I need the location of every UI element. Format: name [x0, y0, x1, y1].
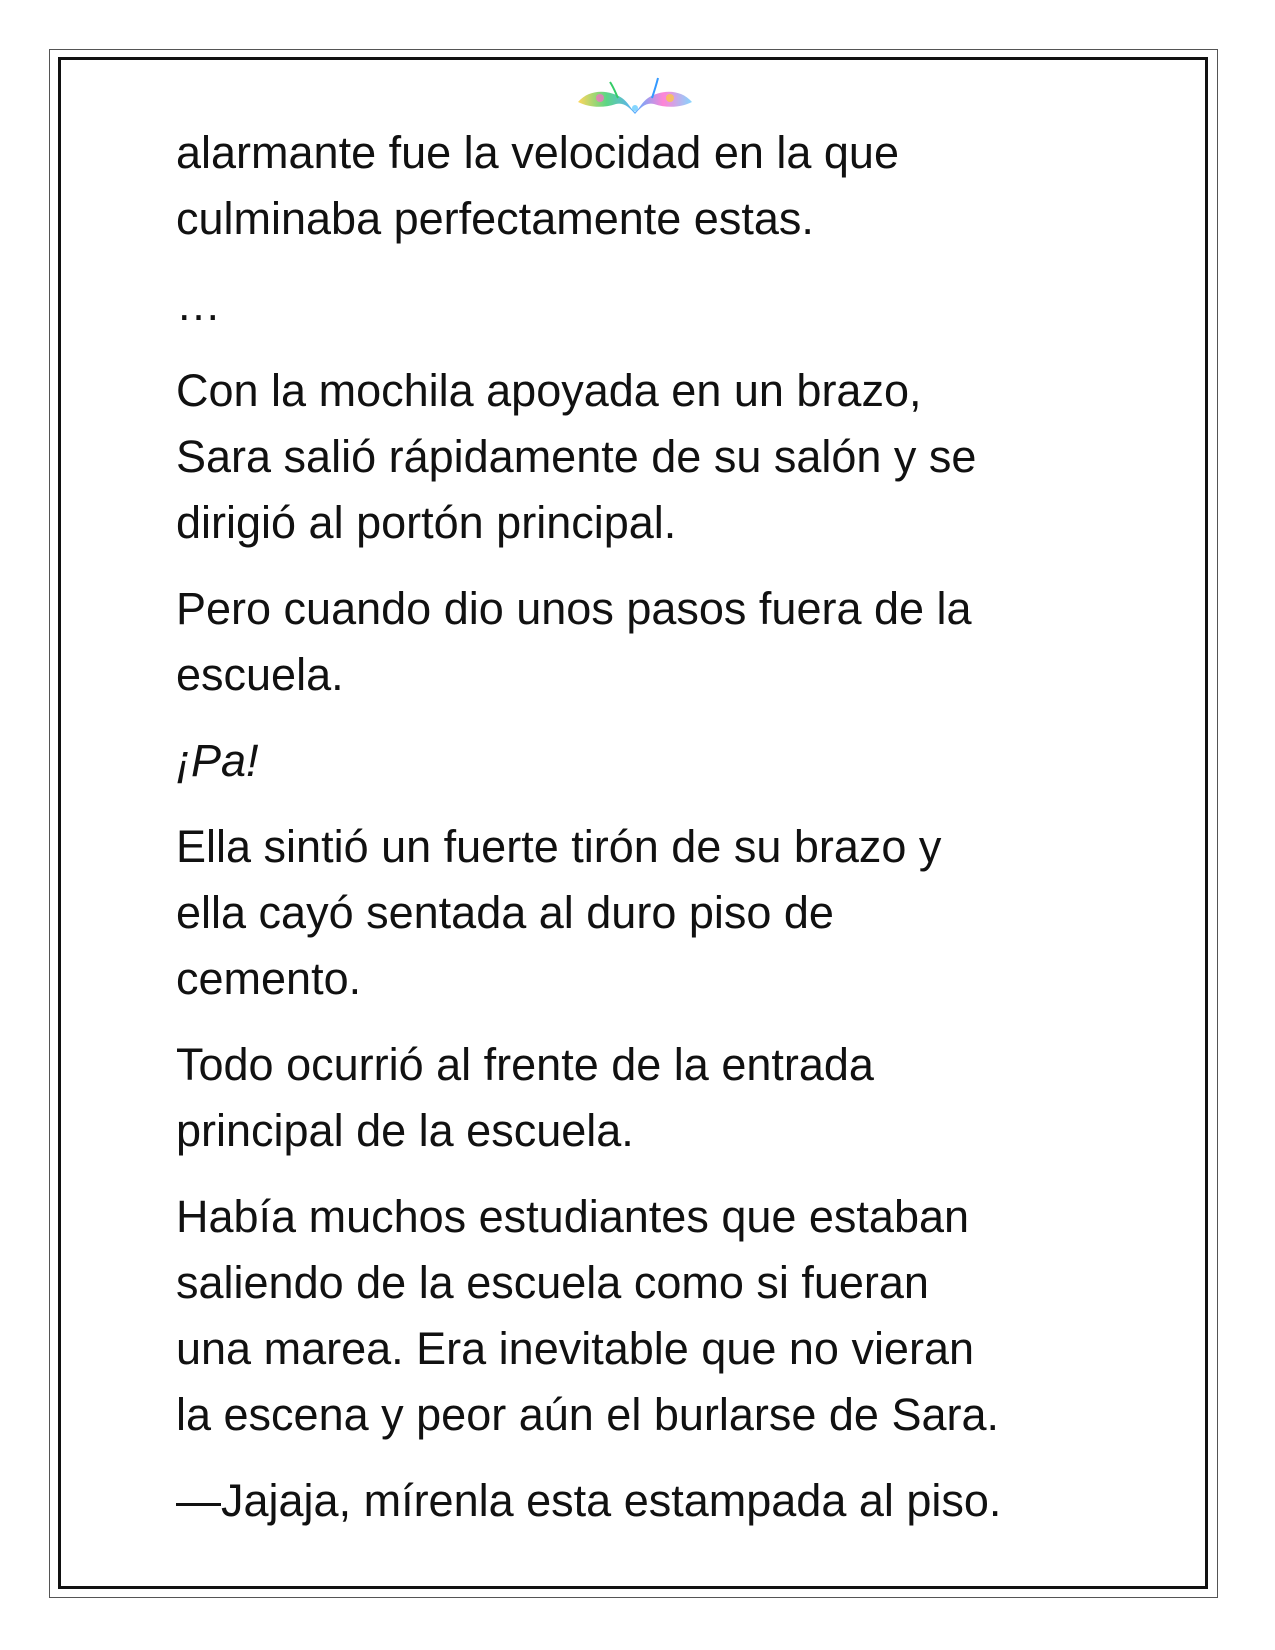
text-line: principal de la escuela. [176, 1105, 634, 1156]
text-line: Con la mochila apoyada en un brazo, [176, 365, 922, 416]
paragraph [176, 814, 1116, 1012]
ornament-icon [570, 68, 700, 124]
text-line: escuela. [176, 649, 344, 700]
paragraph [176, 1032, 1116, 1164]
text-line: —Jajaja, mírenla esta estampada al piso. [176, 1475, 1002, 1526]
paragraph [176, 1184, 1116, 1448]
paragraph [176, 358, 1116, 556]
text-line: la escena y peor aún el burlarse de Sara. [176, 1389, 1000, 1440]
text-line: dirigió al portón principal. [176, 497, 677, 548]
paragraph [176, 120, 1116, 252]
paragraph [176, 272, 1116, 338]
text-line: Ella sintió un fuerte tirón de su brazo y [176, 821, 942, 872]
text-line: Había muchos estudiantes que estaban [176, 1191, 970, 1242]
text-line: alarmante fue la velocidad en la que [176, 127, 899, 178]
body-text [176, 120, 1116, 1554]
paragraph [176, 1468, 1116, 1534]
paragraph [176, 576, 1116, 708]
text-line: Sara salió rápidamente de su salón y se [176, 431, 977, 482]
text-line: cemento. [176, 953, 362, 1004]
text-line: culminaba perfectamente estas. [176, 193, 814, 244]
text-line: ella cayó sentada al duro piso de [176, 887, 834, 938]
text-line: Pero cuando dio unos pasos fuera de la [176, 583, 972, 634]
paragraph [176, 728, 1116, 794]
text-line: una marea. Era inevitable que no vieran [176, 1323, 975, 1374]
text-line: ¡Pa! [176, 735, 259, 786]
text-line: … [176, 279, 221, 330]
text-line: Todo ocurrió al frente de la entrada [176, 1039, 874, 1090]
text-line: saliendo de la escuela como si fueran [176, 1257, 929, 1308]
